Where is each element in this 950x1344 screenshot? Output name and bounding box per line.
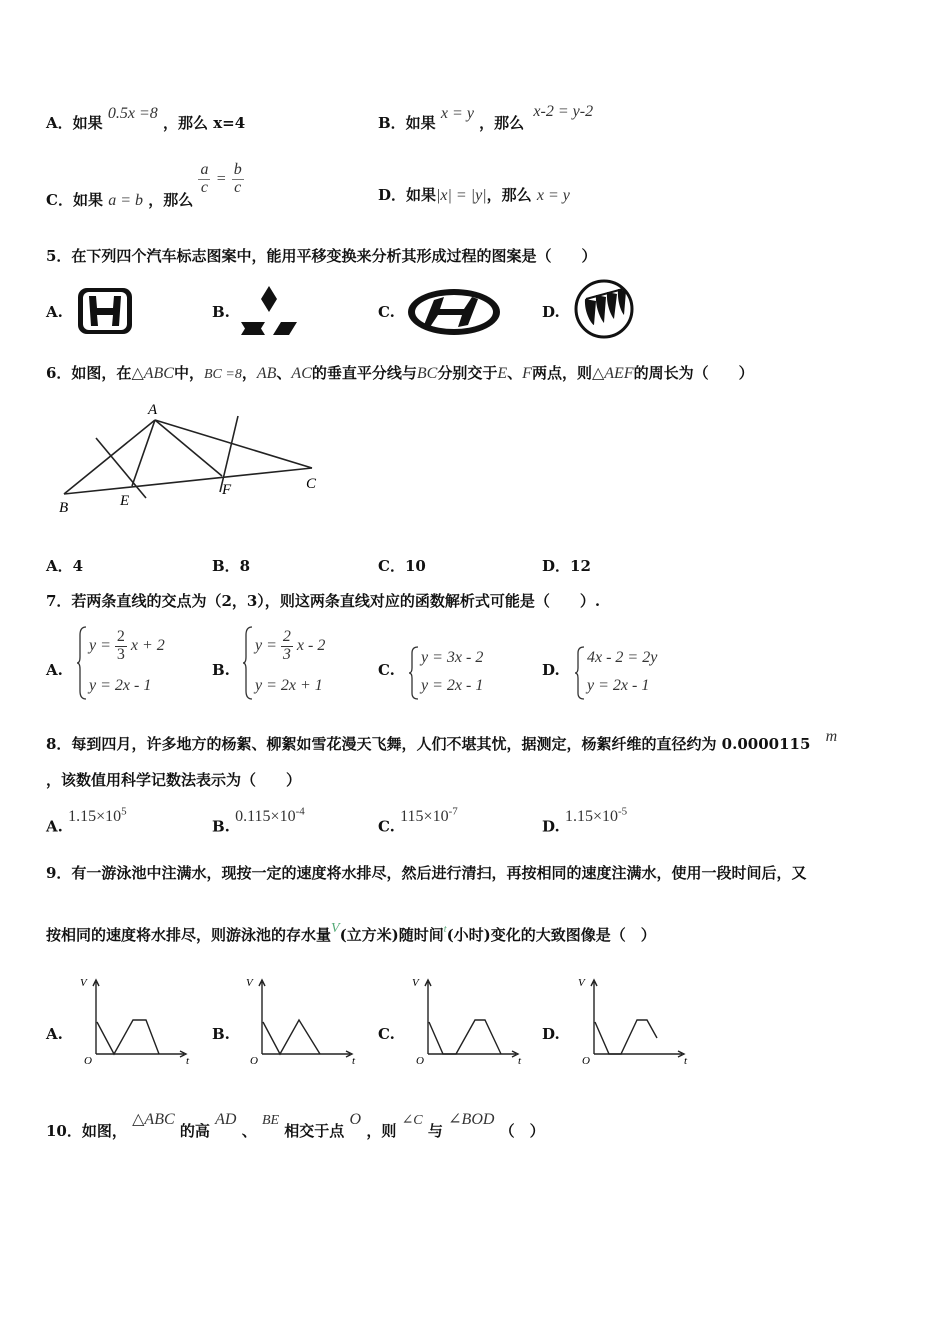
origin-label: O [250, 1055, 258, 1067]
q10-stem [46, 1111, 545, 1141]
eq-part: x - 2 [296, 636, 326, 654]
q9-label-d: D. [542, 1025, 560, 1043]
axis-label-v: V [578, 977, 585, 989]
math-expr: O [349, 1111, 362, 1128]
q7-system-b [242, 625, 362, 701]
fraction [281, 629, 293, 664]
equals-sign: = [215, 170, 227, 188]
axis-label-v: V [246, 977, 253, 989]
fraction-b-over-c [232, 162, 244, 197]
sci-notation [68, 808, 127, 825]
equation-2: y = 2x + 1 [255, 677, 323, 694]
eq-part: x + 2 [130, 636, 165, 654]
option-label: B. [212, 817, 230, 836]
math-expr: BE [261, 1113, 280, 1128]
q7-stem: 7．若两条直线的交点为（2，3），则这两条直线对应的函数解析式可能是（ ）. [46, 592, 601, 610]
axis-label-t: t [684, 1055, 688, 1067]
q9-stem-line2 [46, 921, 656, 945]
equation-1 [255, 629, 325, 664]
label-c: C [306, 476, 317, 492]
stem-text: 、 [507, 364, 523, 382]
fraction-a-over-c [198, 162, 210, 197]
segment-af [155, 420, 222, 476]
math-expr: 0.5x =8 [107, 105, 158, 122]
math-expr: △AEF [591, 365, 634, 382]
stem-text: 分别交于 [437, 364, 498, 382]
option-label: B．如果 [378, 114, 436, 132]
volume-curve [97, 1020, 159, 1054]
option-text: ，那么 x=4 [163, 114, 246, 132]
axis-label-t: t [186, 1055, 190, 1067]
label-b: B [59, 500, 69, 516]
brace-icon [76, 625, 88, 701]
q8-option-b [212, 806, 305, 836]
math-expr: AB [256, 365, 277, 382]
label-e: E [120, 493, 130, 509]
exponent: -4 [295, 806, 305, 818]
q8-option-d [542, 806, 628, 836]
equation-1 [89, 629, 165, 664]
math-expr: x = y [440, 105, 474, 122]
stem-text: 相交于点 [284, 1122, 345, 1140]
axis-label-v: V [80, 977, 87, 989]
base: 1.15×10 [564, 808, 618, 826]
q6-stem [46, 362, 754, 383]
volume-curve [429, 1020, 501, 1054]
q5-label-b: B. [212, 303, 230, 321]
exponent: 5 [121, 806, 127, 818]
option-label: D．如果 [378, 186, 437, 204]
graph-c [408, 972, 528, 1068]
stem-text: (小时)变化的大致图像是（ ） [446, 926, 656, 944]
sci-notation [235, 808, 305, 825]
equation-2: y = 2x - 1 [421, 677, 484, 694]
base: 1.15×10 [68, 808, 122, 826]
side-ac [155, 420, 312, 468]
math-expr: x-2 = y-2 [533, 103, 594, 120]
math-expr: BC [416, 365, 438, 382]
stem-text: 的周长为（ ） [633, 364, 754, 382]
equation-2: y = 2x - 1 [89, 677, 152, 694]
equation-2: y = 2x - 1 [587, 677, 650, 694]
numerator: 2 [116, 628, 125, 645]
sci-notation [565, 808, 627, 825]
axis-label-v: V [412, 977, 419, 989]
option-label: C．如果 [46, 191, 103, 210]
side-bc [64, 468, 312, 494]
brace-icon [408, 645, 420, 701]
label-f: F [222, 482, 232, 498]
unit: m [825, 728, 838, 745]
variable: t [443, 924, 447, 935]
option-label: C. [378, 817, 395, 836]
q9-label-a: A. [46, 1025, 63, 1043]
stem-text: 与 [427, 1122, 443, 1140]
q8-stem [46, 728, 838, 754]
stem-text: 按相同的速度将水排尽，则游泳池的存水量 [46, 926, 332, 944]
q7-label-c: C. [378, 661, 395, 679]
option-label: A．如果 [46, 114, 103, 132]
numerator: b [233, 161, 242, 178]
math-expr: △ABC [131, 365, 174, 382]
perp-bisector-ac [220, 416, 238, 492]
q6-option-a: A．4 [46, 557, 84, 575]
math-expr: ∠BOD [448, 1111, 495, 1128]
denominator: c [200, 178, 209, 196]
q9-label-c: C. [378, 1025, 395, 1043]
q4-option-a [46, 105, 246, 133]
numerator: 2 [282, 628, 291, 645]
stem-text: 的高 [179, 1122, 210, 1140]
q7-label-d: D. [542, 661, 560, 679]
q7-label-a: A. [46, 661, 63, 679]
q4-option-c [46, 161, 244, 210]
stem-text: 10．如图， [46, 1122, 127, 1140]
q5-label-a: A. [46, 303, 63, 321]
buick-logo-icon [574, 279, 634, 339]
base: 115×10 [400, 808, 449, 826]
math-expr: AD [215, 1111, 237, 1128]
math-expr: a = b [108, 192, 143, 210]
stem-text: ， [241, 364, 257, 382]
math-expr: ∠C [401, 1113, 423, 1128]
math-expr: E [497, 365, 508, 382]
stem-text: 的垂直平分线与 [311, 364, 417, 382]
equation-1: 4x - 2 = 2y [587, 649, 658, 666]
exponent: -7 [448, 806, 458, 818]
numerator: a [200, 161, 209, 178]
q9-stem-line1: 9．有一游泳池中注满水，现按一定的速度将水排尽，然后进行清扫，再按相同的速度注满水，使用一段时间后，又 [46, 864, 807, 882]
volume-curve [595, 1020, 657, 1054]
q4-option-d [378, 184, 570, 205]
stem-text: ，则 [366, 1122, 397, 1140]
math-expr: F [522, 365, 532, 382]
denominator: c [234, 178, 242, 196]
base: 0.115×10 [235, 808, 296, 826]
option-text: ，那么 [148, 191, 194, 210]
stem-text: 8．每到四月，许多地方的杨絮、柳絮如雪花漫天飞舞，人们不堪其忧，据测定，杨絮纤维的直径约为 0.0000115 [46, 735, 811, 753]
stem-text: (立方米)随时间 [339, 926, 444, 944]
equation-1: y = 3x - 2 [421, 649, 484, 666]
eq-part: y = [89, 636, 111, 654]
q6-option-b: B．8 [212, 557, 251, 575]
volume-curve [263, 1020, 320, 1054]
stem-text: 、 [276, 364, 292, 382]
honda-logo-icon [76, 286, 134, 336]
q5-label-d: D. [542, 303, 560, 321]
math-expr: AC [291, 365, 312, 382]
q9-label-b: B. [212, 1025, 230, 1043]
q7-label-b: B. [212, 661, 230, 679]
stem-text: （ ） [499, 1122, 545, 1140]
mitsubishi-logo-icon [238, 285, 300, 337]
triangle-figure [50, 398, 340, 520]
brace-icon [242, 625, 254, 701]
stem-text: 、 [241, 1122, 257, 1140]
origin-label: O [84, 1055, 92, 1067]
graph-b [242, 972, 362, 1068]
option-label: A. [46, 817, 63, 836]
q6-option-c: C．10 [378, 557, 426, 575]
graph-d [574, 972, 694, 1068]
stem-text: 中， [173, 364, 204, 382]
exponent: -5 [617, 806, 628, 818]
q8-option-c [378, 806, 458, 836]
option-label: D. [542, 817, 560, 836]
q5-label-c: C. [378, 303, 395, 321]
axis-label-t: t [518, 1055, 522, 1067]
math-expr: |x| = |y| [436, 187, 487, 204]
q8-option-a [46, 806, 127, 836]
q4-option-b [378, 103, 594, 133]
q7-system-a [76, 625, 196, 701]
denominator: 3 [282, 645, 291, 663]
q5-stem: 5．在下列四个汽车标志图案中，能用平移变换来分析其形成过程的图案是（ ） [46, 247, 597, 265]
origin-label: O [582, 1055, 590, 1067]
option-text: ，那么 [486, 186, 532, 204]
label-a: A [148, 402, 158, 418]
variable: V [331, 921, 340, 936]
sci-notation [400, 808, 458, 825]
hyundai-logo-icon [406, 287, 502, 337]
eq-part: y = [255, 636, 277, 654]
graph-a [76, 972, 196, 1068]
brace-icon [574, 645, 586, 701]
q7-system-d [574, 645, 684, 701]
q7-system-c [408, 645, 518, 701]
math-expr: x = y [536, 187, 570, 204]
stem-text: 6．如图，在 [46, 364, 132, 382]
origin-label: O [416, 1055, 424, 1067]
fraction [115, 629, 127, 664]
axis-label-t: t [352, 1055, 356, 1067]
math-expr: △ABC [132, 1111, 175, 1128]
q8-stem-cont: ，该数值用科学记数法表示为（ ） [46, 771, 302, 789]
stem-text: 两点，则 [531, 364, 592, 382]
denominator: 3 [116, 645, 125, 663]
math-expr: BC =8 [204, 367, 242, 382]
q6-option-d: D．12 [542, 557, 591, 575]
option-text: ，那么 [479, 114, 525, 132]
